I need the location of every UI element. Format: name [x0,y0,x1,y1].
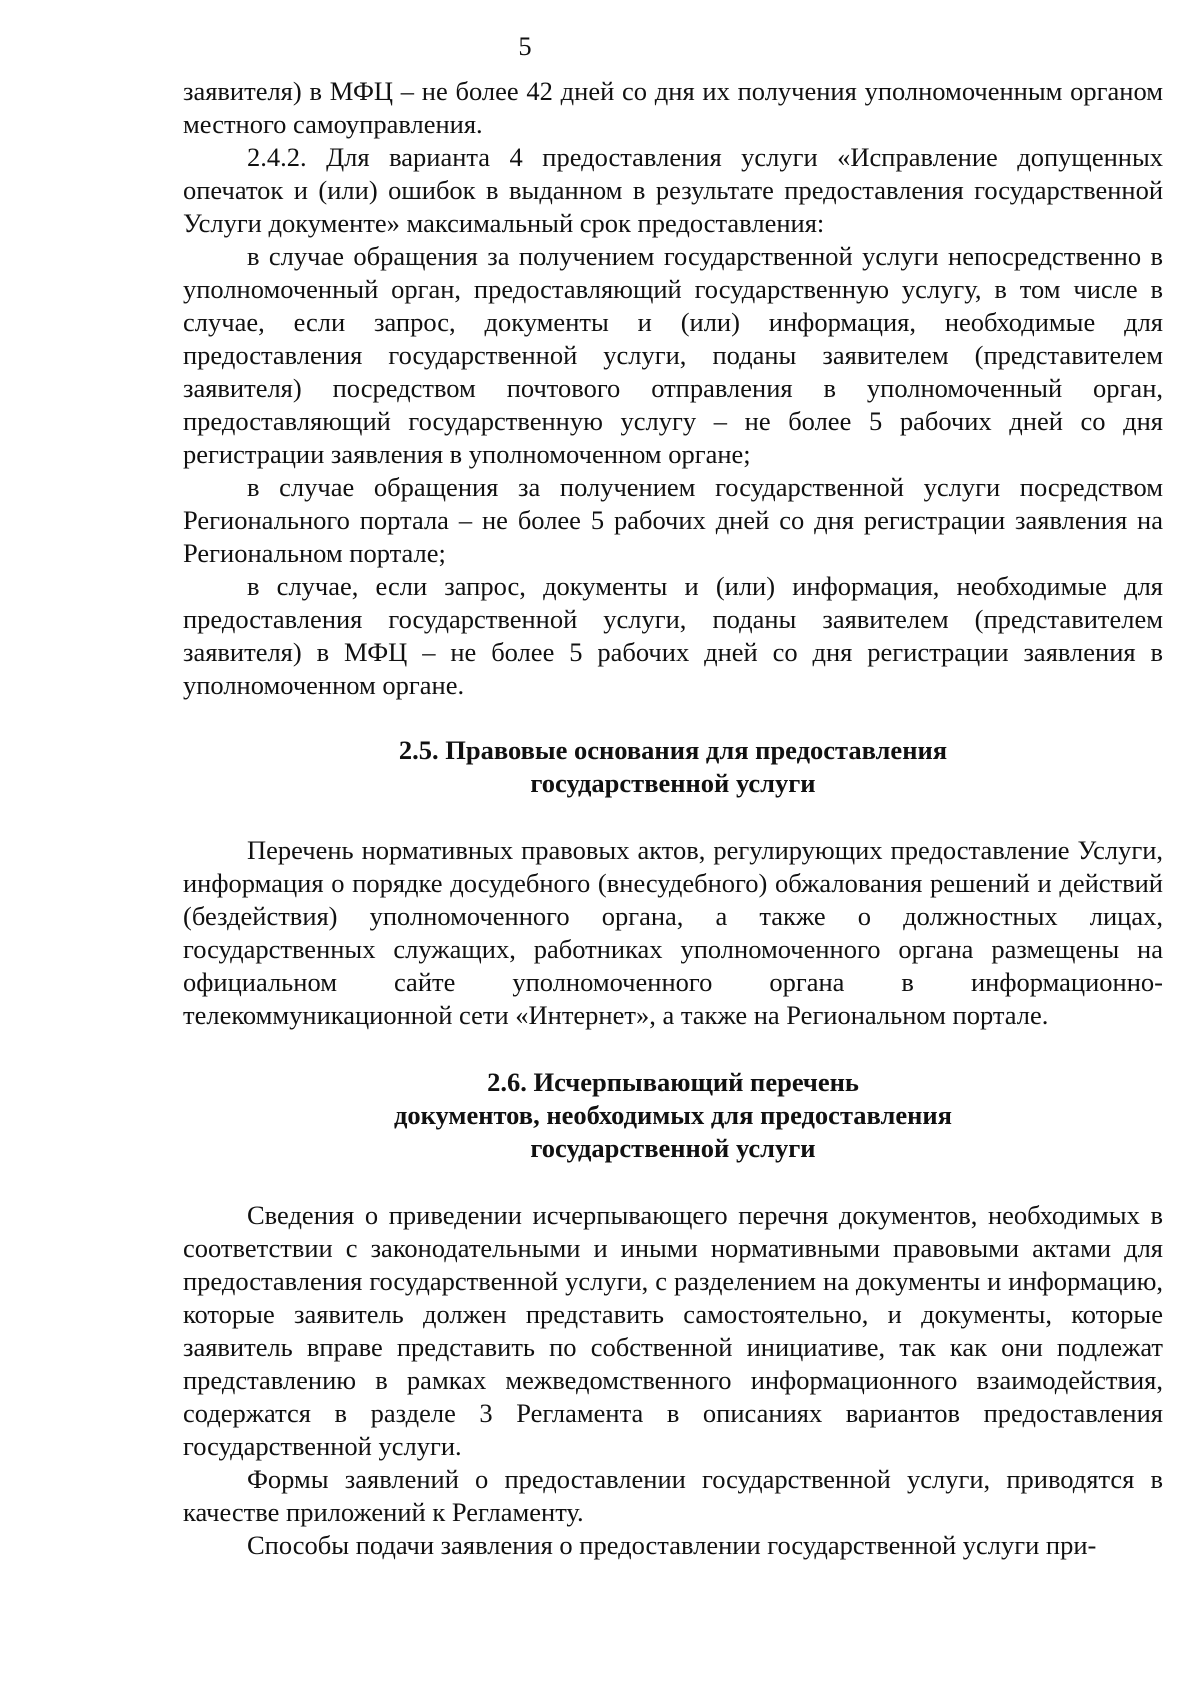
paragraph-continuation: заявителя) в МФЦ – не более 42 дней со дня их получения уполномоченным органом местного самоуправления. [183,76,1163,139]
document-page [183,30,1163,1562]
paragraph-2-4-2: 2.4.2. Для варианта 4 предоставления услуги «Исправление допущенных опечаток и (или) ошибок в выданном в результате предоставления государственной Услуги документе» максимальный срок предоставления: [183,142,1163,238]
section-2-6-body-2: Формы заявлений о предоставлении государственной услуги, приводятся в качестве приложений к Регламенту. [183,1464,1163,1527]
section-2-6-body-3: Способы подачи заявления о предоставлении государственной услуги при- [247,1530,1097,1560]
section-2-6-body-1: Сведения о приведении исчерпывающего перечня документов, необходимых в соответствии с законодательными и иными нормативными правовыми актами для предоставления государственной услуги, с разделением на документы и информацию, которые заявитель должен представить самостоятельно, и документы, которые заявитель вправе представить по собственной инициативе, так как они подлежат представлению в рамках межведомственного информационного взаимодействия, содержатся в разделе 3 Регламента в описаниях вариантов предоставления государственной услуги. [183,1200,1163,1461]
section-2-5-heading-line1: 2.5. Правовые основания для предоставления [398,735,948,765]
section-2-5-heading-line2: государственной услуги [530,768,816,798]
section-2-6-heading-line3: государственной услуги [530,1133,816,1163]
paragraph-direct-application: в случае обращения за получением государственной услуги непосредственно в уполномоченный орган, предоставляющий государственную услугу, в том числе в случае, если запрос, документы и (или) информация, необходимые для предоставления государственной услуги, поданы заявителем (представителем заявителя) посредством почтового отправления в уполномоченный орган, предоставляющий государственную услугу – не более 5 рабочих дней со дня регистрации заявления в уполномоченном органе; [183,241,1163,469]
section-2-5-body: Перечень нормативных правовых актов, регулирующих предоставление Услуги, информация о порядке досудебного (внесудебного) обжалования решений и действий (бездействия) уполномоченного органа, а также о должностных лицах, государственных служащих, работниках уполномоченного органа размещены на официальном сайте уполномоченного органа в информационно-телекоммуникационной сети «Интернет», а также на Региональном портале. [183,835,1163,1030]
section-2-6-heading [183,1066,1163,1165]
section-2-6-heading-line2: документов, необходимых для предоставления [393,1100,952,1130]
page-number [183,30,1163,63]
section-2-5-heading [183,734,1163,800]
page-number-text: 5 [518,31,532,61]
paragraph-regional-portal: в случае обращения за получением государственной услуги посредством Регионального портала – не более 5 рабочих дней со дня регистрации заявления на Региональном портале; [183,472,1163,568]
paragraph-mfc: в случае, если запрос, документы и (или) информация, необходимые для предоставления государственной услуги, поданы заявителем (представителем заявителя) в МФЦ – не более 5 рабочих дней со дня регистрации заявления в уполномоченном органе. [183,571,1163,700]
section-2-6-heading-line1: 2.6. Исчерпывающий перечень [487,1067,859,1097]
